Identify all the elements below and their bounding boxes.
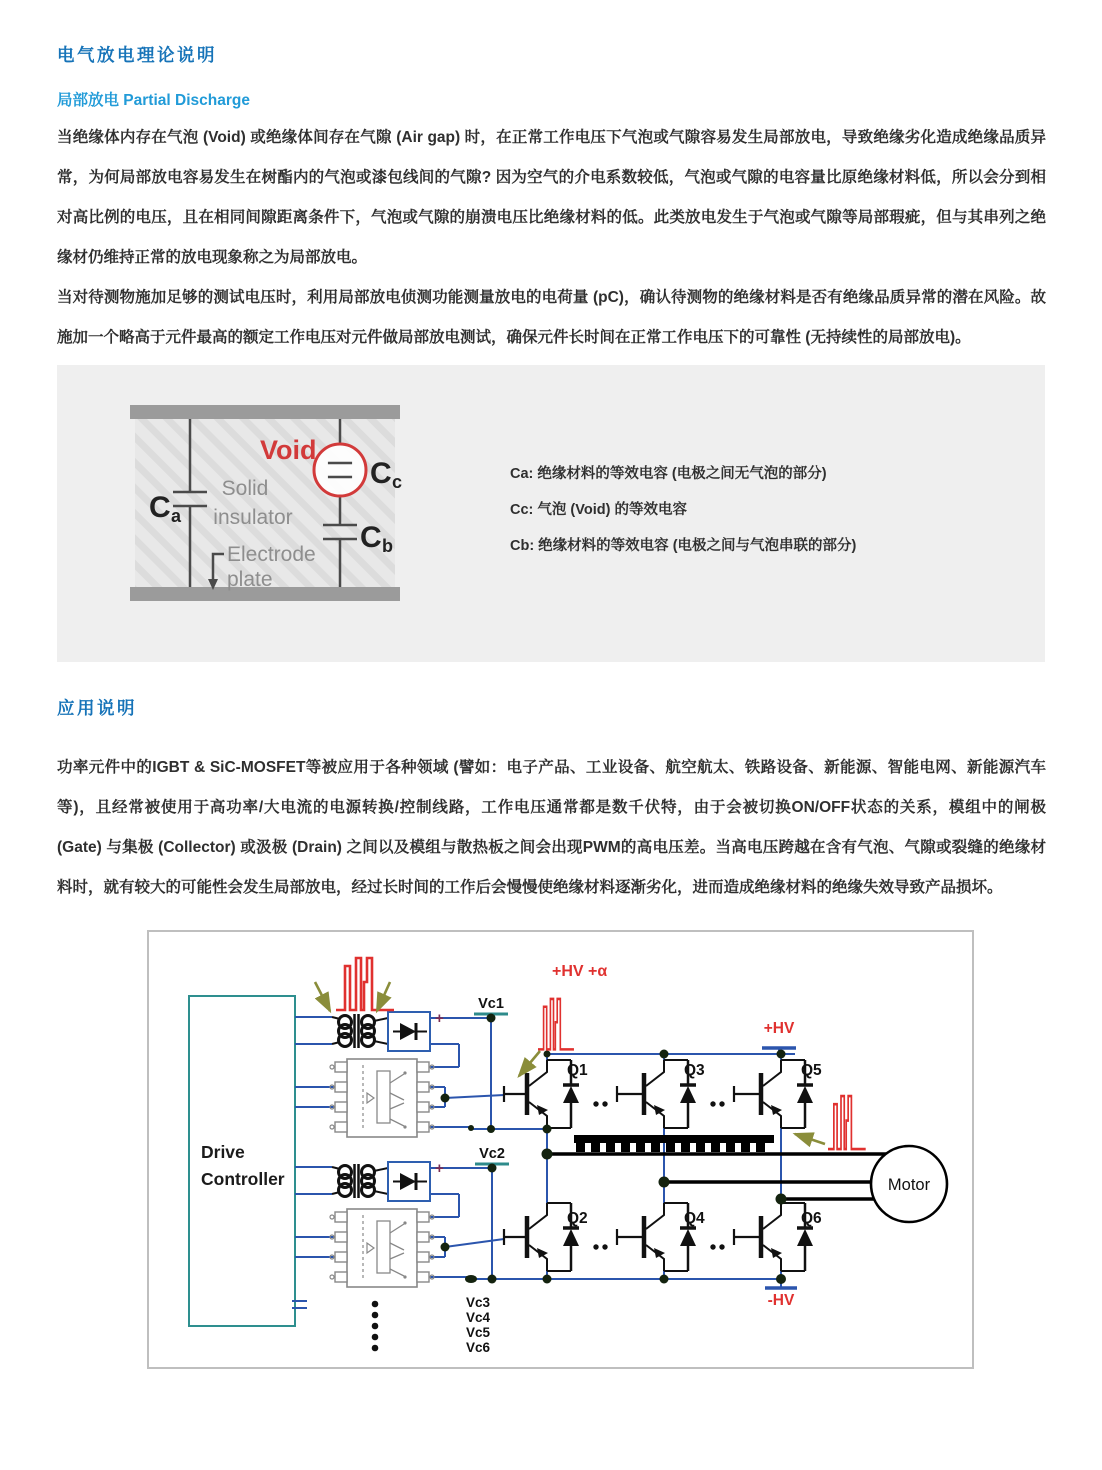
legend-cc: Cc: 气泡 (Void) 的等效电容: [510, 502, 687, 518]
hv-minus-label: -HV: [767, 1292, 795, 1309]
section2-title: 应用说明: [57, 698, 137, 718]
vc5-label: Vc5: [466, 1325, 491, 1340]
void-circle: [314, 444, 366, 496]
vc2-label: Vc2: [479, 1146, 505, 1162]
transformer-diode-block-2: [332, 1162, 430, 1201]
dc-plus-1: +: [435, 1010, 444, 1027]
heatsink: [574, 1135, 774, 1152]
q4-label: Q4: [684, 1210, 705, 1227]
q2-label: Q2: [567, 1210, 588, 1227]
drive-controller-label-2: Controller: [201, 1169, 285, 1189]
partial-discharge-subtitle: 局部放电 Partial Discharge: [57, 92, 250, 109]
legend-ca: Ca: 绝缘材料的等效电容 (电极之间无气泡的部分): [510, 466, 827, 482]
solid-insulator-label-2: insulator: [213, 506, 293, 529]
inverter-circuit-diagram: [149, 932, 972, 1367]
paragraph-theory-1: 当绝缘体内存在气泡 (Void) 或绝缘体间存在气隙 (Air gap) 时，在正常工作电压下气泡或气隙容易发生局部放电，导致绝缘劣化造成绝缘品质异常，为何局部放电容易发生在树酯内的气泡或漆包线间的气隙? 因为空气的介电系数较低，气泡或气隙的电容量比原绝缘材料低，所以会分到相对高比例的电压，且在相同间隙距离条件下，气泡或气隙的崩溃电压比绝缘材料的低。此类放电发生于气泡或气隙等局部瑕疵，但与其串列之绝缘材仍维持正常的放电现象称之为局部放电。: [57, 129, 1046, 266]
drive-controller-label-1: Drive: [201, 1142, 245, 1162]
ca-label-main: C: [149, 491, 171, 524]
electrode-plate-top: [130, 405, 400, 419]
cc-label-sub: c: [392, 472, 403, 492]
electrode-plate-label-1: Electrode: [227, 543, 316, 566]
section1-title: 电气放电理论说明: [57, 45, 217, 65]
section-divider: [57, 726, 1046, 734]
paragraph-application: 功率元件中的IGBT & SiC-MOSFET等被应用于各种领域 (譬如：电子产品、工业设备、航空航太、铁路设备、新能源、智能电网、新能源汽车等)，且经常被使用于高功率/大电流的电源转换/控制线路，工作电压通常都是数千伏特，由于会被切换ON/OFF状态的关系，模组中的闸极 (Gate) 与集极 (Collector) 或汲极 (Drain) 之间以及模组与散热板之间会出现PWM的高电压差。当高电压跨越在含有气泡、气隙或裂缝的绝缘材料时，就有较大的可能性会发生局部放电，经过长时间的工作后会慢慢使绝缘材料逐渐劣化，进而造成绝缘材料的绝缘失效导致产品损坏。: [57, 759, 1046, 896]
solid-insulator-label-1: Solid: [221, 477, 269, 500]
hv-alpha-label: +HV +α: [552, 963, 608, 980]
wire-continuation-dots: [593, 1101, 724, 1249]
cc-label-main: C: [370, 457, 392, 490]
electrode-plate-label-2: plate: [227, 568, 273, 591]
motor-label: Motor: [887, 1176, 931, 1194]
cb-label-sub: b: [382, 536, 393, 556]
cb-label-main: C: [360, 521, 382, 554]
motor-phase-lines: [547, 1154, 886, 1199]
q1-label: Q1: [567, 1062, 588, 1079]
transformer-diode-block-1: [332, 1012, 430, 1051]
vc3-label: Vc3: [466, 1295, 491, 1310]
q6-label: Q6: [801, 1210, 822, 1227]
ca-label-sub: a: [171, 506, 182, 526]
vc6-label: Vc6: [466, 1340, 491, 1355]
q3-label: Q3: [684, 1062, 705, 1079]
void-figure-panel: [57, 365, 1045, 662]
channel-ellipsis-dots: [372, 1301, 379, 1352]
section-divider: [57, 68, 1046, 76]
dc-plus-2: +: [435, 1160, 444, 1177]
q5-label: Q5: [801, 1062, 822, 1079]
inverter-circuit-panel: [147, 930, 974, 1369]
vc1-label: Vc1: [478, 996, 504, 1012]
optocoupler-ic-1: [330, 1059, 434, 1137]
legend-cb: Cb: 绝缘材料的等效电容 (电极之间与气泡串联的部分): [510, 538, 857, 554]
optocoupler-ic-2: [330, 1209, 434, 1287]
hv-plus-label: +HV: [763, 1020, 795, 1037]
vc4-label: Vc4: [466, 1310, 491, 1325]
void-label: Void: [260, 435, 317, 465]
paragraph-theory-2: 当对待测物施加足够的测试电压时，利用局部放电侦测功能测量放电的电荷量 (pC)，确认待测物的绝缘材料是否有绝缘品质异常的潜在风险。故施加一个略高于元件最高的额定工作电压对元件做局部放电测试，确保元件长时间在正常工作电压下的可靠性 (无持续性的局部放电)。: [57, 289, 1046, 346]
